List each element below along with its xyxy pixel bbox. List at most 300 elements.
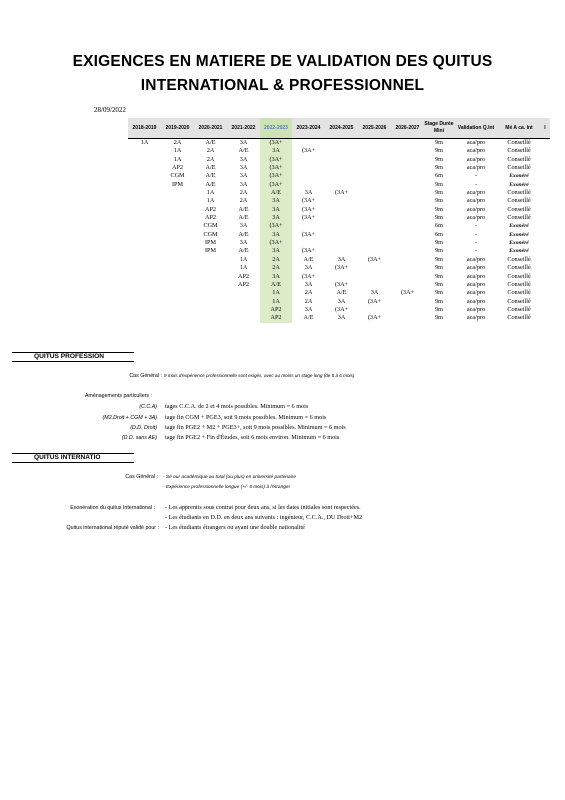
table-cell [161,197,194,205]
table-cell [325,197,358,205]
table-row [128,172,550,180]
table-cell [358,206,391,214]
column-header: Mé A ca. Int [498,118,540,139]
table-cell [161,289,194,297]
table-cell [128,273,161,281]
table-cell [540,298,550,306]
validation-table [128,118,550,323]
table-cell [391,264,424,272]
table-cell [161,264,194,272]
table-cell [358,189,391,197]
table-cell [128,222,161,230]
table-cell: 1A [260,289,292,297]
table-row [128,139,550,148]
table-cell: 1A [239,264,248,272]
table-cell: aca/pro [466,164,486,172]
table-cell [325,247,358,255]
table-cell: 3A [239,139,248,146]
table-cell: 9m [435,164,443,172]
table-cell: aca/pro [466,189,486,197]
table-cell [161,306,194,314]
table-cell: Exonéré [509,223,529,230]
int-general-label: Cas Général : [125,474,158,480]
table-cell: aca/pro [466,264,486,272]
table-row [128,281,550,289]
table-cell [325,214,358,222]
table-cell: 2A [260,264,292,272]
table-cell [391,156,424,164]
table-cell [358,222,391,230]
table-cell: Conseillé [507,164,531,172]
table-cell [358,147,391,155]
table-cell [540,197,550,205]
table-cell: - [474,247,478,255]
pro-item-text-1: tages C.C.A. de 2 et 4 mois possibles. Minimum = 6 mois [165,403,309,410]
table-cell: 9m [435,155,443,163]
table-cell: (3A+ [301,147,316,155]
table-cell [161,214,194,222]
table-cell [194,256,227,264]
table-cell: 3A [337,297,346,305]
document-title [0,50,565,98]
table-cell [391,306,424,314]
table-cell: (3A+ [334,189,349,197]
table-cell [540,239,550,247]
table-cell [540,172,550,180]
table-cell [161,314,194,322]
table-cell [358,231,391,239]
table-header [128,118,550,139]
table-row [128,147,550,155]
table-cell [358,181,391,189]
table-cell: (3A+ [367,255,382,263]
table-cell: 2A [206,147,215,155]
table-cell: AP2 [260,314,292,322]
table-cell [128,172,161,180]
table-cell [194,314,227,322]
table-cell: Conseillé [507,272,531,280]
table-cell [391,273,424,281]
table-cell: 2A [260,256,292,264]
table-cell [391,189,424,197]
table-cell: 6m [435,230,443,238]
table-cell: 3A [260,231,292,239]
int-valid-label: Quitus international réputé validé pour : [66,525,159,531]
table-cell: - [474,222,478,230]
table-cell: 3A [337,255,346,263]
column-header: 2026-2027 [391,118,424,139]
table-cell [391,147,424,155]
table-cell: Exonéré [509,240,529,247]
table-cell: 1A [206,197,215,205]
table-cell [161,231,194,239]
table-cell: 1A [206,189,215,197]
table-cell [358,239,391,247]
table-cell: (3A+ [301,205,316,213]
table-cell [391,164,424,172]
document-date: 28/09/2022 [94,106,126,114]
table-cell: A/E [303,255,314,263]
table-cell [194,298,227,306]
table-cell: 9m [435,147,443,155]
table-cell [292,239,325,247]
table-cell [325,231,358,239]
table-cell: (3A+ [367,314,382,322]
table-cell: 9m [435,280,443,288]
table-cell: 3A [239,164,248,172]
table-row [128,247,550,255]
table-cell [161,222,194,230]
column-header: Stage Durée Mini [424,118,454,139]
table-cell [227,289,260,297]
table-cell: Conseillé [507,205,531,213]
table-cell [358,247,391,255]
table-cell: 3A [260,147,292,155]
table-cell: 2A [304,297,313,305]
table-cell: (3A+ [260,222,292,230]
pro-item-text-2: tage fin CGM + PGE3, soit 9 mois possibles. Minimum = 6 mois [165,414,327,421]
table-cell [540,139,550,148]
table-cell [325,172,358,180]
table-row [128,231,550,239]
table-cell [358,281,391,289]
table-cell: 2A [239,189,248,197]
table-cell [325,273,358,281]
table-cell [540,306,550,314]
table-cell [391,222,424,230]
table-cell [358,273,391,281]
table-cell [391,214,424,222]
table-cell: 2A [239,197,248,205]
table-cell: CGM [203,222,218,230]
table-cell: 9m [435,289,443,297]
table-row [128,189,550,197]
table-cell: A/E [238,247,249,255]
table-cell: 2A [173,139,182,146]
table-cell [358,139,391,148]
table-cell [325,139,358,148]
table-cell: A/E [205,172,216,180]
table-cell: 2A [304,289,313,297]
table-cell [391,256,424,264]
pro-general-label: Cas Général : [129,373,162,379]
table-cell [391,206,424,214]
table-cell: (3A+ [260,239,292,247]
section-title-int: QUITUS INTERNATIO [12,453,134,463]
table-cell [358,164,391,172]
table-cell [161,281,194,289]
column-header: I [540,118,550,139]
table-cell: (3A+ [260,172,292,180]
table-cell [161,206,194,214]
column-header: 2020-2021 [194,118,227,139]
table-cell: 3A [304,189,313,197]
table-cell: aca/pro [466,305,486,313]
table-cell [540,231,550,239]
table-row [128,306,550,314]
table-cell [391,298,424,306]
table-cell: aca/pro [466,155,486,163]
table-cell [540,273,550,281]
int-general-line-1: - Sé our académique au total (ou plus) en université partenaire [163,475,297,480]
table-cell: 3A [239,180,248,188]
table-cell [540,256,550,264]
table-cell [540,164,550,172]
column-header: Validation Q.Int [454,118,498,139]
column-header: 2025-2026 [358,118,391,139]
table-cell: Conseillé [507,214,531,222]
table-cell [391,247,424,255]
table-cell: 2A [206,155,215,163]
table-cell: - [474,180,478,188]
table-row [128,289,550,297]
table-cell: 3A [260,197,292,205]
table-cell [391,181,424,189]
table-cell: A/E [238,147,249,155]
table-cell: Conseillé [507,297,531,305]
table-cell: IPM [204,247,216,255]
table-cell: A/E [205,164,216,172]
table-cell: Conseillé [507,139,531,146]
column-header: 2021-2022 [227,118,260,139]
table-cell: 9m [435,197,443,205]
table-cell: A/E [260,281,292,289]
column-header: 2022-2023 [260,118,292,139]
table-cell: (3A+ [301,247,316,255]
int-valid-text: - Les étudiants étrangers ou ayant une double nationalité [165,524,305,531]
table-cell: 3A [239,222,248,230]
table-cell [128,147,161,155]
table-cell [194,281,227,289]
table-row [128,164,550,172]
table-cell [161,247,194,255]
table-cell: Conseillé [507,189,531,197]
pro-item-text-4: tage fin PGE2 + Fin d'Études, soit 6 mois environ. Minimum = 6 mois [165,434,340,441]
column-header: 2019-2020 [161,118,194,139]
table-cell [128,298,161,306]
table-cell [227,306,260,314]
table-cell [292,181,325,189]
table-cell [128,231,161,239]
table-cell: aca/pro [466,314,486,322]
table-cell: 3A [260,214,292,222]
table-cell: A/E [303,314,314,322]
table-cell [161,256,194,264]
table-cell: IPM [204,239,216,247]
table-cell: 1A [173,155,182,163]
table-cell: 1A [260,298,292,306]
table-cell [391,231,424,239]
table-cell [391,239,424,247]
table-cell [128,197,161,205]
pro-item-label-1: (C.C.A) [139,404,157,410]
pro-item-label-3: (D.D. Droit) [130,425,157,431]
table-cell: (3A+ [260,156,292,164]
table-cell: 3A [304,264,313,272]
table-cell: AP2 [237,280,249,288]
table-row [128,264,550,272]
table-cell [325,156,358,164]
table-cell: 9m [435,272,443,280]
table-cell [161,189,194,197]
table-body [128,139,550,323]
table-row [128,256,550,264]
table-cell: IPM [171,180,183,188]
table-cell [540,281,550,289]
table-cell: (3A+ [334,305,349,313]
table-cell: A/E [336,289,347,297]
table-cell: Exonéré [509,248,529,255]
table-cell [358,264,391,272]
table-cell: AP2 [171,164,183,172]
table-cell: aca/pro [466,255,486,263]
table-cell [128,181,161,189]
table-cell: Conseillé [507,314,531,322]
column-header: 2018-2019 [128,118,161,139]
table-cell: CGM [170,172,185,180]
table-cell [292,156,325,164]
table-row [128,222,550,230]
table-cell: aca/pro [466,272,486,280]
table-cell [391,139,424,148]
table-cell: 9m [435,264,443,272]
pro-item-text-3: tage fin PGE2 + M2 + PGE3+, soit 9 mois possibles. Minimum = 6 mois [165,424,346,431]
table-cell: (3A+ [301,197,316,205]
table-cell: aca/pro [466,147,486,155]
table-cell: 9m [435,297,443,305]
table-cell: AP2 [260,306,292,314]
table-cell: aca/pro [466,139,486,146]
table-cell [358,306,391,314]
table-cell: Conseillé [507,305,531,313]
table-row [128,239,550,247]
table-cell [540,156,550,164]
table-cell: (3A+ [260,181,292,189]
table-cell [540,247,550,255]
table-cell: A/E [260,189,292,197]
table-cell [391,314,424,322]
table-cell: (3A+ [301,272,316,280]
table-cell [128,239,161,247]
table-cell: 3A [260,247,292,255]
column-header: 2023-2024 [292,118,325,139]
table-cell [194,273,227,281]
section-title-pro: QUITUS PROFESSION [12,352,134,362]
table-cell [540,181,550,189]
table-cell: 1A [140,139,149,146]
table-cell: 3A [337,314,346,322]
table-cell [194,264,227,272]
table-cell [128,289,161,297]
table-cell: 9m [435,214,443,222]
table-cell [391,197,424,205]
table-cell [227,314,260,322]
table-row [128,214,550,222]
title-line-2: INTERNATIONAL & PROFESSIONNEL [140,77,425,94]
table-cell: 9m [435,247,443,255]
table-row [128,298,550,306]
table-cell: 3A [370,289,379,297]
table-cell: - [474,172,478,180]
table-cell: 9m [435,189,443,197]
table-cell [128,314,161,322]
table-cell [292,222,325,230]
table-cell [292,172,325,180]
table-cell: 9m [435,205,443,213]
table-cell: Exonéré [509,181,529,188]
table-cell: 6m [435,172,443,180]
table-cell: A/E [238,214,249,222]
pro-general-text: 9 mois d'expérience professionnelle sont exigés, avec au moins un stage long (de 5 à 6 mois) [164,373,355,378]
table-cell [128,206,161,214]
table-cell: aca/pro [466,214,486,222]
table-cell [540,206,550,214]
table-cell: aca/pro [466,205,486,213]
table-cell [325,222,358,230]
table-cell: (3A+ [301,230,316,238]
table-cell: AP2 [204,205,216,213]
table-cell: Conseillé [507,280,531,288]
table-cell: 9m [435,139,443,146]
table-cell: 3A [260,206,292,214]
table-cell [358,214,391,222]
table-cell: aca/pro [466,297,486,305]
pro-item-label-2: (M2.Droit + CGM + 3A) [102,415,157,421]
table-cell [161,273,194,281]
table-cell: (3A+ [334,264,349,272]
table-row [128,314,550,322]
table-cell [540,222,550,230]
table-cell [325,181,358,189]
table-cell [325,147,358,155]
table-cell [325,164,358,172]
table-cell: 1A [173,147,182,155]
table-cell [292,164,325,172]
table-cell: Exonéré [509,173,529,180]
table-cell: 3A [239,172,248,180]
table-cell: CGM [203,230,218,238]
table-cell: Exonéré [509,231,529,238]
table-cell [128,189,161,197]
table-cell: 3A [304,280,313,288]
table-row [128,206,550,214]
table-cell: (3A+ [400,289,415,297]
table-cell: Conseillé [507,255,531,263]
table-cell: (3A+ [260,164,292,172]
table-cell [391,281,424,289]
table-cell: 3A [239,155,248,163]
table-cell [227,298,260,306]
table-cell [540,264,550,272]
table-cell: Conseillé [507,264,531,272]
int-general-line-2: - Expérience professionnelle longue (+/- 5 mois) à l'étranger [163,485,291,490]
table-cell [161,298,194,306]
table-cell [540,314,550,322]
table-cell: A/E [238,230,249,238]
table-cell: (3A+ [334,280,349,288]
table-cell [325,206,358,214]
table-cell: 9m [435,180,443,188]
table-cell: - [474,239,478,247]
table-cell: (3A+ [367,297,382,305]
table-cell [391,172,424,180]
table-cell: Conseillé [507,197,531,205]
table-cell [358,172,391,180]
table-cell: A/E [205,180,216,188]
table-row [128,156,550,164]
table-cell: 3A [260,273,292,281]
table-cell: Conseillé [507,147,531,155]
